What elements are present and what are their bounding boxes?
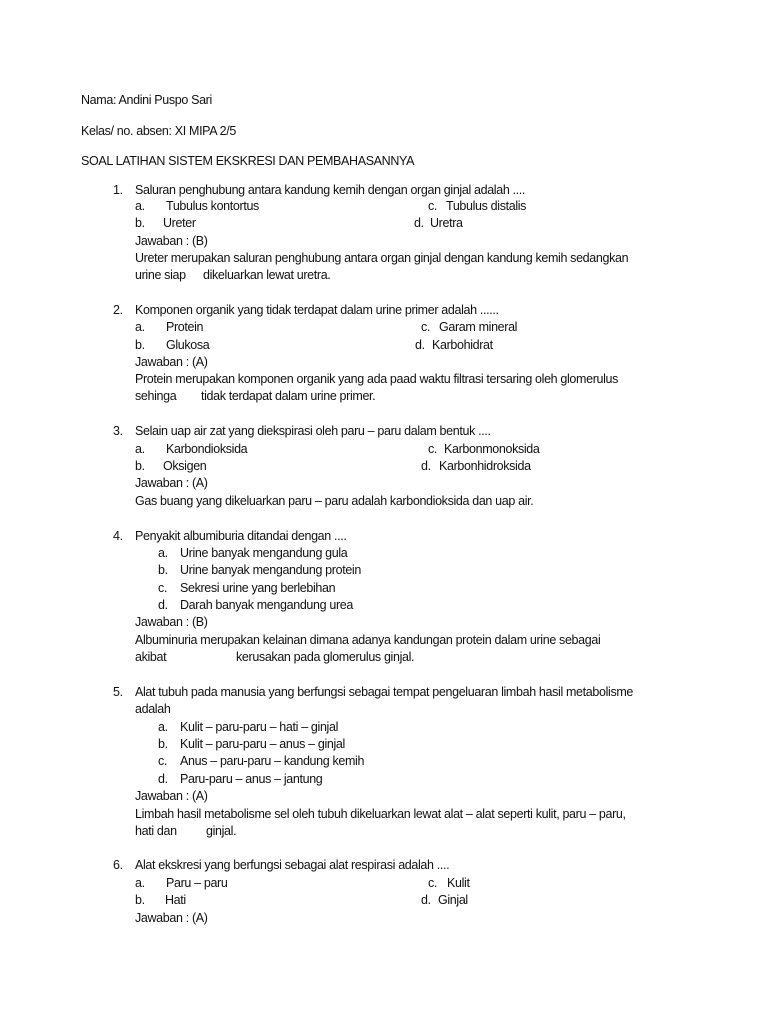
- option-text: Protein: [166, 320, 204, 334]
- explanation: dikeluarkan lewat uretra.: [203, 268, 331, 282]
- option-letter: a.: [135, 442, 145, 456]
- option-letter: c.: [428, 876, 438, 890]
- option-text: Urine banyak mengandung protein: [180, 563, 361, 577]
- explanation: Albuminuria merupakan kelainan dimana adanya kandungan protein dalam urine sebagai: [135, 633, 601, 647]
- option-letter: d.: [421, 893, 431, 907]
- option-letter: b.: [135, 893, 145, 907]
- explanation: Gas buang yang dikeluarkan paru – paru adalah karbondioksida dan uap air.: [135, 494, 534, 508]
- answer: Jawaban : (A): [135, 911, 208, 925]
- option-letter: d.: [415, 338, 425, 352]
- option-text: Kulit – paru-paru – anus – ginjal: [180, 737, 345, 751]
- question-number: 4.: [113, 529, 123, 543]
- option-text: Garam mineral: [439, 320, 518, 334]
- answer: Jawaban : (A): [135, 355, 208, 369]
- option-letter: c.: [428, 442, 438, 456]
- option-letter: a.: [158, 720, 168, 734]
- option-letter: b.: [158, 563, 168, 577]
- question-number: 3.: [113, 424, 123, 438]
- option-text: Ureter: [163, 216, 196, 230]
- option-text: Anus – paru-paru – kandung kemih: [180, 754, 365, 768]
- explanation: Protein merupakan komponen organik yang ada paad waktu filtrasi tersaring oleh glomerulus: [135, 372, 619, 386]
- option-text: Kulit – paru-paru – hati – ginjal: [180, 720, 338, 734]
- option-letter: d.: [421, 459, 431, 473]
- question-number: 5.: [113, 685, 123, 699]
- option-text: Urine banyak mengandung gula: [180, 546, 348, 560]
- question-number: 1.: [113, 183, 123, 197]
- document-title: SOAL LATIHAN SISTEM EKSKRESI DAN PEMBAHASANNYA: [81, 154, 415, 168]
- student-name: Nama: Andini Puspo Sari: [81, 93, 212, 107]
- answer: Jawaban : (A): [135, 789, 208, 803]
- question-text: Komponen organik yang tidak terdapat dalam urine primer adalah ......: [135, 303, 499, 317]
- explanation: kerusakan pada glomerulus ginjal.: [236, 650, 415, 664]
- answer: Jawaban : (B): [135, 615, 208, 629]
- option-text: Paru – paru: [166, 876, 228, 890]
- option-text: Ginjal: [438, 893, 468, 907]
- option-letter: a.: [135, 876, 145, 890]
- question-text: adalah: [135, 702, 171, 716]
- option-letter: b.: [135, 338, 145, 352]
- question-text: Alat tubuh pada manusia yang berfungsi sebagai tempat pengeluaran limbah hasil metabolisme: [135, 685, 634, 699]
- answer: Jawaban : (A): [135, 476, 208, 490]
- explanation: tidak terdapat dalam urine primer.: [201, 389, 376, 403]
- option-letter: c.: [158, 581, 168, 595]
- option-letter: d.: [414, 216, 424, 230]
- option-text: Karbondioksida: [166, 442, 248, 456]
- explanation: Ureter merupakan saluran penghubung antara organ ginjal dengan kandung kemih sedangkan: [135, 251, 629, 265]
- option-letter: d.: [158, 772, 168, 786]
- option-text: Glukosa: [166, 338, 210, 352]
- option-text: Karbonmonoksida: [444, 442, 540, 456]
- option-letter: a.: [135, 320, 145, 334]
- option-letter: a.: [135, 199, 145, 213]
- explanation: sehinga: [135, 389, 177, 403]
- option-letter: c.: [428, 199, 438, 213]
- option-letter: c.: [158, 754, 168, 768]
- question-text: Alat ekskresi yang berfungsi sebagai alat respirasi adalah ....: [135, 858, 450, 872]
- explanation: urine siap: [135, 268, 186, 282]
- answer: Jawaban : (B): [135, 234, 208, 248]
- option-text: Uretra: [430, 216, 463, 230]
- question-text: Selain uap air zat yang diekspirasi oleh paru – paru dalam bentuk ....: [135, 424, 491, 438]
- student-class: Kelas/ no. absen: XI MIPA 2/5: [81, 124, 236, 138]
- option-letter: a.: [158, 546, 168, 560]
- option-text: Oksigen: [163, 459, 207, 473]
- question-number: 2.: [113, 303, 123, 317]
- question-text: Penyakit albumiburia ditandai dengan ....: [135, 529, 347, 543]
- option-letter: c.: [421, 320, 431, 334]
- option-text: Karbonhidroksida: [439, 459, 531, 473]
- option-text: Darah banyak mengandung urea: [180, 598, 353, 612]
- option-text: Karbohidrat: [432, 338, 493, 352]
- option-text: Hati: [165, 893, 186, 907]
- question-text: Saluran penghubung antara kandung kemih dengan organ ginjal adalah ....: [135, 183, 526, 197]
- option-text: Tubulus kontortus: [166, 199, 259, 213]
- question-number: 6.: [113, 858, 123, 872]
- option-letter: d.: [158, 598, 168, 612]
- option-letter: b.: [135, 216, 145, 230]
- explanation: hati dan: [135, 824, 177, 838]
- option-text: Tubulus distalis: [446, 199, 527, 213]
- explanation: akibat: [135, 650, 167, 664]
- explanation: Limbah hasil metabolisme sel oleh tubuh dikeluarkan lewat alat – alat seperti kulit, paru – paru,: [135, 807, 626, 821]
- option-text: Kulit: [447, 876, 470, 890]
- option-text: Paru-paru – anus – jantung: [180, 772, 323, 786]
- option-letter: b.: [135, 459, 145, 473]
- option-text: Sekresi urine yang berlebihan: [180, 581, 336, 595]
- explanation: ginjal.: [206, 824, 237, 838]
- option-letter: b.: [158, 737, 168, 751]
